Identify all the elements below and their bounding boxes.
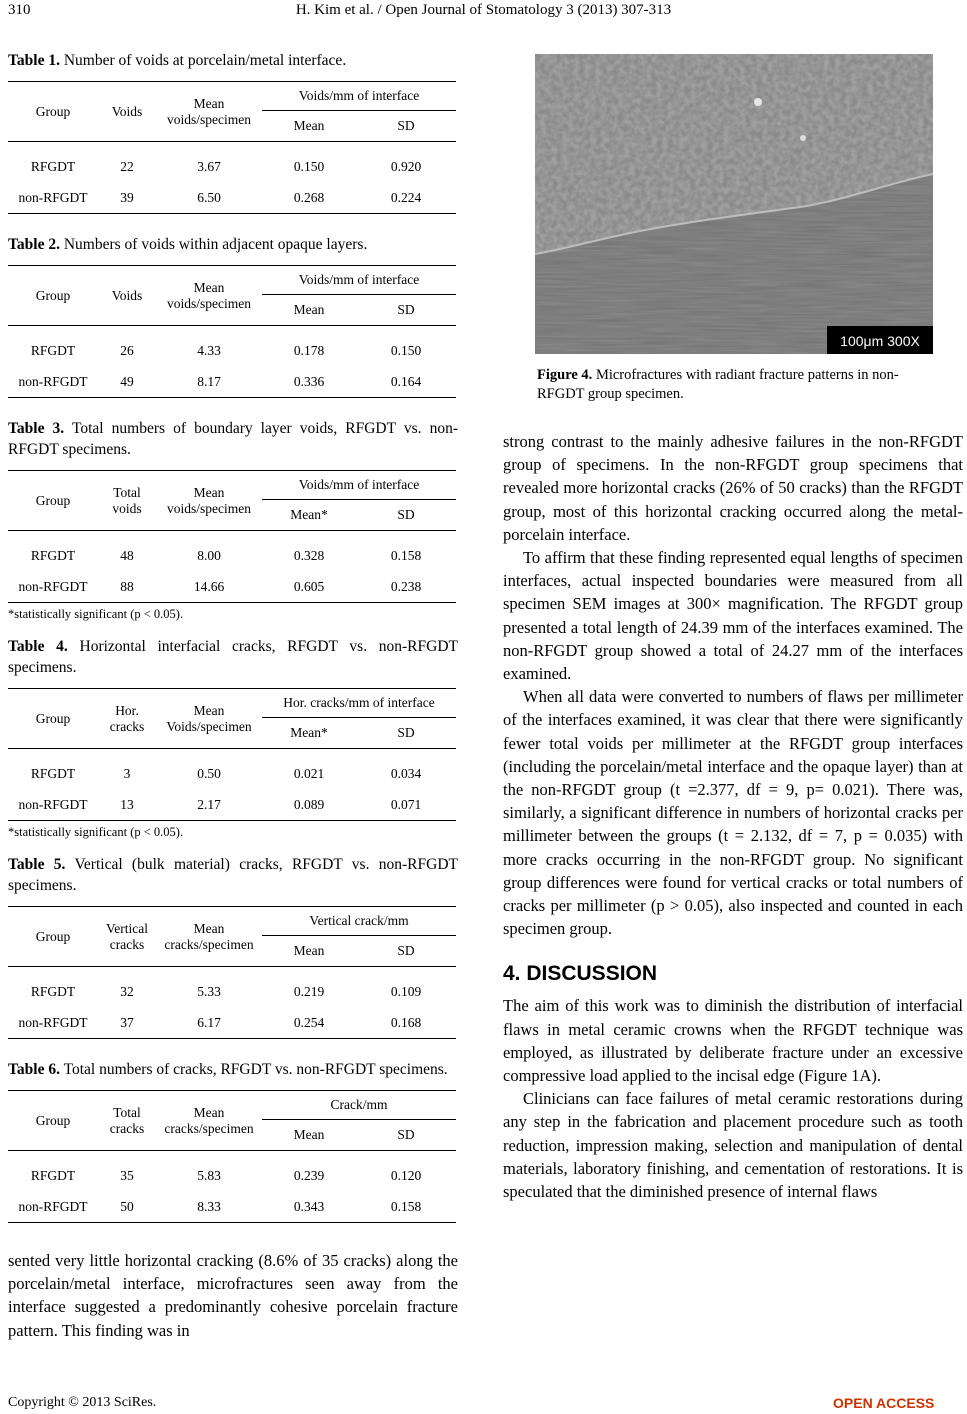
table-header-row (8, 1091, 456, 1120)
table-cell: 5.83 (197, 1167, 221, 1183)
table-cell: 4.33 (197, 342, 221, 358)
page-header (0, 0, 967, 28)
group-header: Vertical crack/mm (262, 907, 456, 936)
table-cell: 0.071 (390, 797, 422, 812)
table-header-row (8, 689, 456, 718)
column-header: Group (8, 907, 98, 967)
table-cell: 0.336 (293, 374, 325, 389)
column-header: Voids (98, 266, 156, 326)
table-caption (8, 1059, 458, 1080)
paragraph: Clinicians can face failures of metal ceramic restorations during any step in the fabrication and placement procedure such as tooth reduction, impression making, selection and manipulation of dental materials, laboratory finishing, and cementation of restorations. It is speculated that the diminished presence of internal flaws (503, 1089, 963, 1202)
table-note: *statistically significant (p < 0.05). (8, 825, 184, 839)
table-cell: non-RFGDT (18, 1199, 88, 1214)
table-cell: 3 (123, 765, 131, 781)
table-cell: 0.021 (293, 765, 325, 781)
column-header: Mean cracks/specimen (156, 1091, 262, 1151)
table-cell: 14.66 (193, 579, 225, 594)
table-label: Table 4. (8, 638, 68, 655)
sem-micrograph (535, 54, 933, 354)
page-number: 310 (8, 2, 31, 18)
left-column (8, 50, 458, 1342)
table-cell: 2.17 (197, 797, 221, 812)
table-cell: RFGDT (30, 983, 76, 999)
column-header: SD (397, 943, 415, 958)
column-header: Mean Voids/specimen (156, 689, 262, 749)
table-cell: 6.17 (197, 1015, 221, 1030)
table-caption (8, 636, 458, 678)
table-caption-text: Numbers of voids within adjacent opaque layers. (63, 236, 368, 253)
scale-bar-label: 100μm 300X (840, 333, 920, 349)
table-cell: 8.00 (197, 547, 221, 563)
table-row (8, 142, 456, 184)
table-cell: 35 (120, 1167, 134, 1183)
table-cell: 0.158 (390, 547, 422, 563)
group-header: Voids/mm of interface (262, 266, 456, 295)
column-header: Group (8, 1091, 98, 1151)
data-table (8, 688, 456, 821)
column-header: SD (397, 302, 415, 317)
table-cell: non-RFGDT (18, 190, 88, 205)
table-caption-text: Number of voids at porcelain/metal interface. (63, 52, 347, 69)
column-header: Total voids (98, 471, 156, 531)
column-header: Mean* (290, 725, 328, 740)
running-title: H. Kim et al. / Open Journal of Stomatology 3 (2013) 307-313 (295, 2, 672, 18)
table-cell: non-RFGDT (18, 1015, 88, 1030)
column-header: Mean voids/specimen (156, 82, 262, 142)
column-header: Mean voids/specimen (156, 471, 262, 531)
table-header-row (8, 82, 456, 111)
column-header: Group (8, 471, 98, 531)
table-cell: 49 (120, 374, 134, 389)
column-header: SD (397, 725, 415, 740)
table-row (8, 326, 456, 368)
table-cell: 0.168 (390, 1015, 422, 1030)
table-block (8, 1059, 458, 1223)
table-label: Table 2. (8, 236, 60, 253)
table-row (8, 1008, 456, 1039)
column-header: Mean (293, 1127, 325, 1142)
table-cell: 13 (120, 797, 134, 812)
table-cell: non-RFGDT (18, 374, 88, 389)
column-header: Group (8, 689, 98, 749)
table-caption-text: Total numbers of boundary layer voids, RFGDT vs. non-RFGDT specimens. (8, 420, 458, 458)
group-header: Hor. cracks/mm of interface (262, 689, 456, 718)
data-table (8, 265, 456, 398)
table-row (8, 1151, 456, 1193)
paragraph: strong contrast to the mainly adhesive failures in the non-RFGDT group of specimens. In the non-RFGDT group specimens that revealed more horizontal cracks (26% of 50 cracks) than the RFGDT group, most of this horizontal cracking occurred along the metal-porcelain interface. (503, 432, 963, 544)
table-caption (8, 234, 458, 255)
table-note: *statistically significant (p < 0.05). (8, 607, 184, 621)
table-cell: 0.089 (293, 797, 325, 812)
table-row (8, 531, 456, 573)
table-cell: 0.50 (197, 765, 221, 781)
table-cell: 0.343 (293, 1199, 325, 1214)
table-header-row (8, 471, 456, 500)
paragraph: sented very little horizontal cracking (8.6% of 35 cracks) along the porcelain/metal interface, microfractures seen away from the interface suggested a predominantly cohesive porcelain fracture pattern. This finding was in (8, 1251, 458, 1340)
table-cell: non-RFGDT (18, 797, 88, 812)
group-header: Voids/mm of interface (262, 82, 456, 111)
table-cell: 0.109 (390, 983, 422, 999)
paragraph: When all data were converted to numbers of flaws per millimeter of the interfaces examined, it was clear that there were significantly fewer total voids per millimeter at the RFGDT group interfaces (including the porcelain/metal interface and the opaque layer) than at the non-RFGDT group (t =2.377, df = 9, p= 0.021). There was, similarly, a significant difference in numbers of horizontal cracks per millimeter between the groups (t = 2.132, df = 7, p = 0.035) with more cracks occurring in the non-RFGDT group. No significant group differences were found for vertical cracks or total numbers of cracks per millimeter (p > 0.05), also inspected and counted in each specimen group. (503, 687, 963, 939)
paragraph: The aim of this work was to diminish the distribution of interfacial flaws in metal ceramic crowns when the RFGDT technique was employed, as illustrated by deliberate fracture under an excessive compressive load applied to the incisal edge (Figure 1A). (503, 996, 963, 1086)
column-header: SD (397, 1127, 415, 1142)
table-cell: 0.224 (390, 190, 422, 205)
table-caption (8, 418, 458, 460)
table-cell: 6.50 (197, 190, 221, 205)
table-caption (8, 50, 458, 71)
table-cell: 39 (120, 190, 134, 205)
table-cell: 0.034 (390, 765, 422, 781)
data-table (8, 906, 456, 1039)
column-header: Mean cracks/specimen (156, 907, 262, 967)
table-label: Table 5. (8, 856, 66, 873)
table-row (8, 1192, 456, 1223)
table-block (8, 636, 458, 840)
column-header: Group (8, 82, 98, 142)
table-row (8, 749, 456, 791)
table-cell: 88 (120, 579, 134, 594)
table-cell: RFGDT (30, 547, 76, 563)
table-cell: 0.605 (293, 579, 325, 594)
column-header: Mean (293, 943, 325, 958)
table-cell: 37 (120, 1015, 134, 1030)
table-cell: 0.238 (390, 579, 422, 594)
table-cell: 0.120 (390, 1167, 422, 1183)
column-header: Group (8, 266, 98, 326)
table-cell: 0.920 (390, 158, 422, 174)
table-label: Table 3. (8, 420, 65, 437)
right-column (503, 430, 963, 1203)
table-cell: 0.219 (293, 983, 325, 999)
table-cell: 50 (120, 1199, 134, 1214)
column-header: Mean (293, 118, 325, 133)
table-caption-text: Horizontal interfacial cracks, RFGDT vs. non-RFGDT specimens. (8, 638, 458, 676)
table-caption-text: Vertical (bulk material) cracks, RFGDT vs. non-RFGDT specimens. (8, 856, 458, 894)
table-cell: 8.33 (197, 1199, 221, 1214)
table-cell: 22 (120, 158, 134, 174)
table-cell: 0.150 (293, 158, 325, 174)
column-header: Mean* (290, 507, 328, 522)
table-row (8, 790, 456, 821)
group-header: Crack/mm (262, 1091, 456, 1120)
table-cell: 0.254 (293, 1015, 325, 1030)
table-cell: non-RFGDT (18, 579, 88, 594)
open-access-label: OPEN ACCESS (833, 1395, 935, 1411)
table-cell: 32 (120, 983, 134, 999)
table-cell: RFGDT (30, 158, 76, 174)
figure-label: Figure 4. (537, 367, 593, 383)
data-table (8, 470, 456, 603)
table-cell: RFGDT (30, 1167, 76, 1183)
sem-image-graphic (535, 54, 933, 354)
table-block (8, 50, 458, 214)
column-header: SD (397, 118, 415, 133)
paragraph: To affirm that these finding represented equal lengths of specimen interfaces, actual inspected boundaries were measured from all specimen SEM images at 300× magnification. The RFGDT group presented a total length of 24.39 mm of the interfaces examined. The non-RFGDT group showed a total of 24.27 mm of the interfaces examined. (503, 548, 963, 684)
table-header-row (8, 266, 456, 295)
table-cell: 0.268 (293, 190, 325, 205)
table-cell: 0.158 (390, 1199, 422, 1214)
group-header: Voids/mm of interface (262, 471, 456, 500)
table-label: Table 1. (8, 52, 60, 69)
table-caption (8, 854, 458, 896)
table-block (8, 854, 458, 1039)
table-cell: 0.150 (390, 342, 422, 358)
data-table (8, 1090, 456, 1223)
table-row (8, 572, 456, 603)
copyright: Copyright © 2013 SciRes. (8, 1395, 157, 1410)
table-header-row (8, 907, 456, 936)
table-label: Table 6. (8, 1061, 60, 1078)
table-block (8, 418, 458, 622)
figure-caption (537, 366, 937, 404)
column-header: Hor. cracks (98, 689, 156, 749)
column-header: Mean voids/specimen (156, 266, 262, 326)
column-header: Vertical cracks (98, 907, 156, 967)
column-header: Total cracks (98, 1091, 156, 1151)
table-cell: 3.67 (197, 158, 221, 174)
table-cell: 0.164 (390, 374, 422, 389)
table-cell: 8.17 (197, 374, 221, 389)
table-cell: 5.33 (197, 983, 221, 999)
section-title: 4. DISCUSSION (503, 962, 658, 986)
table-cell: 0.328 (293, 547, 325, 563)
column-header: Mean (293, 302, 325, 317)
table-cell: 48 (120, 547, 134, 563)
figure-caption-text: Microfractures with radiant fracture patterns in non-RFGDT group specimen. (537, 367, 899, 402)
table-block (8, 234, 458, 398)
table-cell: RFGDT (30, 342, 76, 358)
table-row (8, 367, 456, 398)
data-table (8, 81, 456, 214)
table-cell: 0.239 (293, 1167, 325, 1183)
column-header: SD (397, 507, 415, 522)
table-row (8, 183, 456, 214)
table-cell: RFGDT (30, 765, 76, 781)
column-header: Voids (98, 82, 156, 142)
table-cell: 0.178 (293, 342, 325, 358)
table-row (8, 967, 456, 1009)
table-cell: 26 (120, 342, 134, 358)
table-caption-text: Total numbers of cracks, RFGDT vs. non-RFGDT specimens. (63, 1061, 448, 1078)
